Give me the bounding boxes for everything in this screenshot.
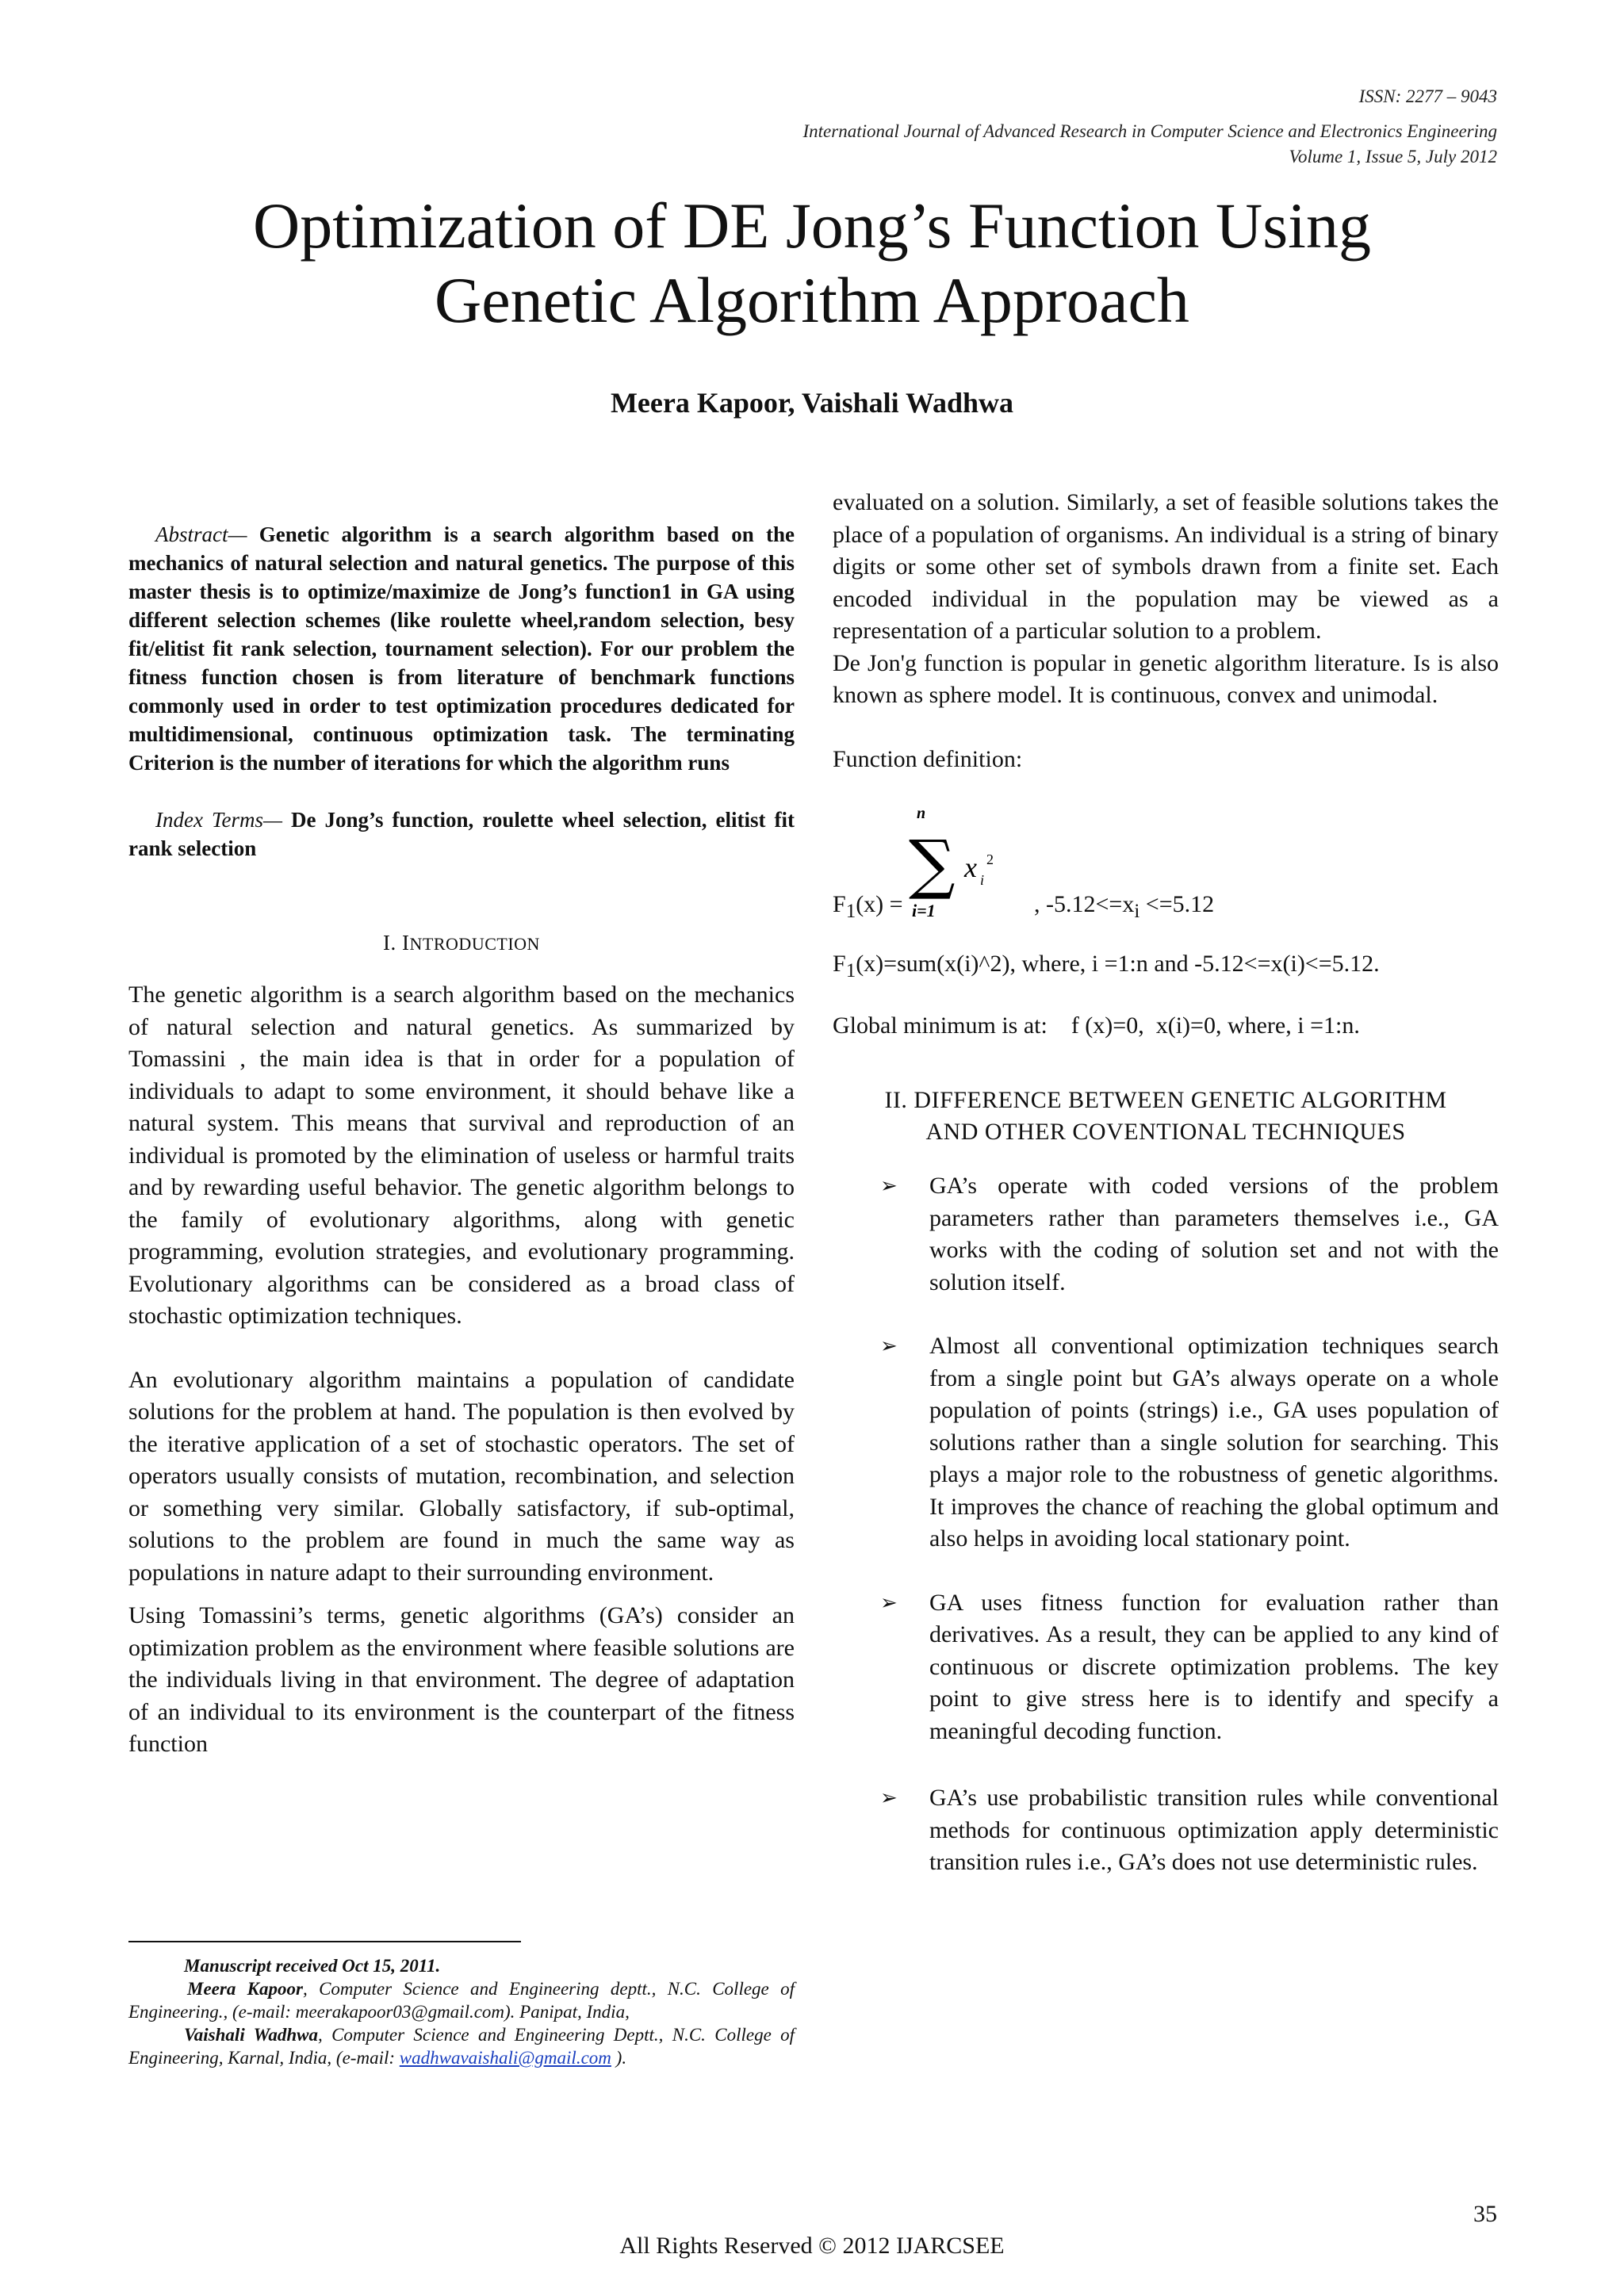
formula-lhs	[833, 891, 903, 923]
term-base: x	[964, 851, 977, 883]
footnote-author-2-name: Vaishali Wadhwa	[184, 2025, 318, 2045]
section-1-rest: NTRODUCTION	[409, 934, 540, 954]
section-2-heading	[833, 1085, 1499, 1148]
footnote-received: Manuscript received Oct 15, 2011.	[184, 1956, 441, 1976]
intro-paragraph-2: An evolutionary algorithm maintains a population of candidate solutions for the problem at hand. The population is then evolved by the iterative application of a set of stochastic operators. The set of operators usually consists of mutation, recombination, and selection or something very similar. Globally satisfactory, if sub-optimal, solutions to the problem are found in much the same way as populations in nature adapt to their surrounding environment.	[128, 1366, 795, 1586]
sigma-upper-limit: n	[917, 805, 926, 822]
formula-sum-text	[833, 948, 1499, 988]
sigma-lower-limit: i=1	[912, 901, 936, 920]
footnote-author-1-name: Meera Kapoor	[187, 1979, 303, 1999]
index-terms-lead: Index Terms—	[155, 808, 283, 832]
footnotes	[128, 1954, 795, 2069]
header-issn: ISSN: 2277 – 9043	[1358, 86, 1497, 106]
formula-lhs-f: F	[833, 891, 846, 917]
page-number: 35	[1473, 2201, 1497, 2227]
arrow-bullet-icon: ➢	[880, 1786, 898, 1809]
list-item	[833, 1330, 1499, 1556]
sigma-glyph: ∑	[909, 827, 956, 902]
intro-paragraph-1: The genetic algorithm is a search algorithm based on the mechanics of natural selection and natural genetics. As summarized by Tomassini , the main idea is that in order for a population of individuals to adapt to some environment, it should behave like a natural system. This means that survival and reproduction of an individual is promoted by the elimination of useless or harmful traits and by rewarding useful behavior. The genetic algorithm belongs to the family of evolutionary algorithms, along with genetic programming, evolution strategies, and evolutionary programming. Evolutionary algorithms can be considered as a broad class of stochastic optimization techniques.	[128, 982, 795, 1329]
abstract-text: Genetic algorithm is a search algorithm based on the mechanics of natural selection and natural genetics. The purpose of this master thesis is to optimize/maximize de Jong’s function1 in GA using different selection schemes (like roulette wheel,random selection, besy fit/elitist fit rank selection, tournament selection). For our problem the fitness function chosen is from literature of benchmark functions commonly used in order to test optimization procedures dedicated for multidimensional, continuous optimization task. The terminating Criterion is the number of iterations for which the algorithm runs	[128, 522, 795, 775]
section-2-line-1: II. DIFFERENCE BETWEEN GENETIC ALGORITHM	[884, 1087, 1447, 1113]
footnote-author-1-text: , Computer Science and Engineering deptt., N.C. College of Engineering., (e-mail: meerakapoor03@gmail.com). Panipat, India,	[128, 1979, 795, 2022]
copyright-footer: All Rights Reserved © 2012 IJARCSEE	[619, 2233, 1005, 2259]
list-item	[833, 1587, 1499, 1748]
differences-list	[833, 1170, 1499, 1879]
footnote-divider	[128, 1941, 521, 1942]
list-item	[833, 1170, 1499, 1299]
title-line-2: Genetic Algorithm Approach	[435, 264, 1189, 336]
section-1-cap: I	[402, 931, 410, 955]
footnote-author-1	[128, 1977, 795, 2023]
footnote-author-2-end: ).	[611, 2048, 627, 2068]
arrow-bullet-icon: ➢	[880, 1174, 898, 1197]
formula-range-sub: i	[1134, 901, 1140, 922]
paper-title	[0, 189, 1624, 338]
right-column	[833, 487, 1499, 1879]
formula2-f: F	[833, 951, 846, 977]
section-2-line-2: AND OTHER COVENTIONAL TECHNIQUES	[925, 1119, 1406, 1145]
formula-range-suffix: <=5.12	[1139, 891, 1215, 917]
footnote-author-2	[128, 2023, 795, 2069]
abstract	[128, 520, 795, 777]
list-item-text: GA’s operate with coded versions of the problem parameters rather than parameters themselves i.e., GA works with the coding of solution set and not with the solution itself.	[929, 1173, 1499, 1295]
function-definition-label: Function definition:	[833, 745, 1023, 772]
list-item-text: Almost all conventional optimization techniques search from a single point but GA’s always operate on a whole population of points (strings) i.e., GA uses population of solutions rather than a single solution for searching. This plays a major role to the robustness of genetic algorithms. It improves the chance of reaching the global optimum and also helps in avoiding local stationary point.	[929, 1333, 1499, 1552]
section-1-heading	[128, 931, 795, 955]
header-journal-name: International Journal of Advanced Research in Computer Science and Electronics Engineering	[802, 121, 1497, 141]
list-item-text: GA’s use probabilistic transition rules while conventional methods for continuous optimization apply deterministic transition rules i.e., GA’s does not use deterministic rules.	[929, 1785, 1499, 1875]
dejong-description: De Jon'g function is popular in genetic algorithm literature. Is is also known as sphere model. It is continuous, convex and unimodal.	[833, 649, 1499, 708]
title-line-1: Optimization of DE Jong’s Function Using	[253, 189, 1371, 262]
author-2-email-link[interactable]: wadhwavaishali@gmail.com	[399, 2048, 611, 2068]
continued-paragraph: evaluated on a solution. Similarly, a set of feasible solutions takes the place of a population of organisms. An individual is a string of binary digits or some other set of symbols drawn from a finite set. Each encoded individual in the population may be viewed as a representation of a particular solution to a problem.	[833, 489, 1499, 644]
header-volume: Volume 1, Issue 5, July 2012	[1289, 147, 1497, 166]
sigma-symbol	[909, 804, 1020, 923]
paper-authors: Meera Kapoor, Vaishali Wadhwa	[610, 387, 1014, 419]
term-sub: i	[980, 872, 985, 888]
list-item-text: GA uses fitness function for evaluation rather than derivatives. As a result, they can be applied to any kind of continuous or discrete optimization problems. The key point to give stress here is to identify and specify a meaningful decoding function.	[929, 1589, 1499, 1744]
abstract-lead: Abstract—	[155, 522, 247, 546]
intro-paragraph-3: Using Tomassini’s terms, genetic algorithms (GA’s) consider an optimization problem as the environment where feasible solutions are the individuals living in that environment. The degree of adaptation of an individual to its environment is the counterpart of the fitness function	[128, 1602, 795, 1757]
formula2-text: (x)=sum(x(i)^2), where, i =1:n and -5.12<=x(i)<=5.12.	[856, 951, 1380, 977]
index-terms-text: De Jong’s function, roulette wheel selection, elitist fit rank selection	[128, 808, 795, 860]
header-journal	[802, 119, 1497, 170]
footnote-author-2-text: , Computer Science and Engineering Deptt., N.C. College of Engineering, Karnal, India, (e-mail:	[128, 2025, 795, 2068]
formula-sum	[833, 804, 1499, 923]
arrow-bullet-icon: ➢	[880, 1334, 898, 1357]
section-1-numeral: I.	[383, 931, 396, 955]
formula-range	[1034, 891, 1214, 923]
formula-range-prefix: , -5.12<=x	[1034, 891, 1135, 917]
global-minimum: Global minimum is at: f (x)=0, x(i)=0, where, i =1:n.	[833, 1012, 1360, 1039]
formula-lhs-sub: 1	[845, 901, 856, 922]
formula-lhs-suffix: (x) =	[856, 891, 903, 917]
left-column	[128, 520, 795, 1761]
formula2-sub: 1	[845, 960, 856, 982]
index-terms	[128, 806, 795, 863]
arrow-bullet-icon: ➢	[880, 1590, 898, 1614]
term-sup: 2	[986, 851, 994, 867]
list-item	[833, 1782, 1499, 1879]
